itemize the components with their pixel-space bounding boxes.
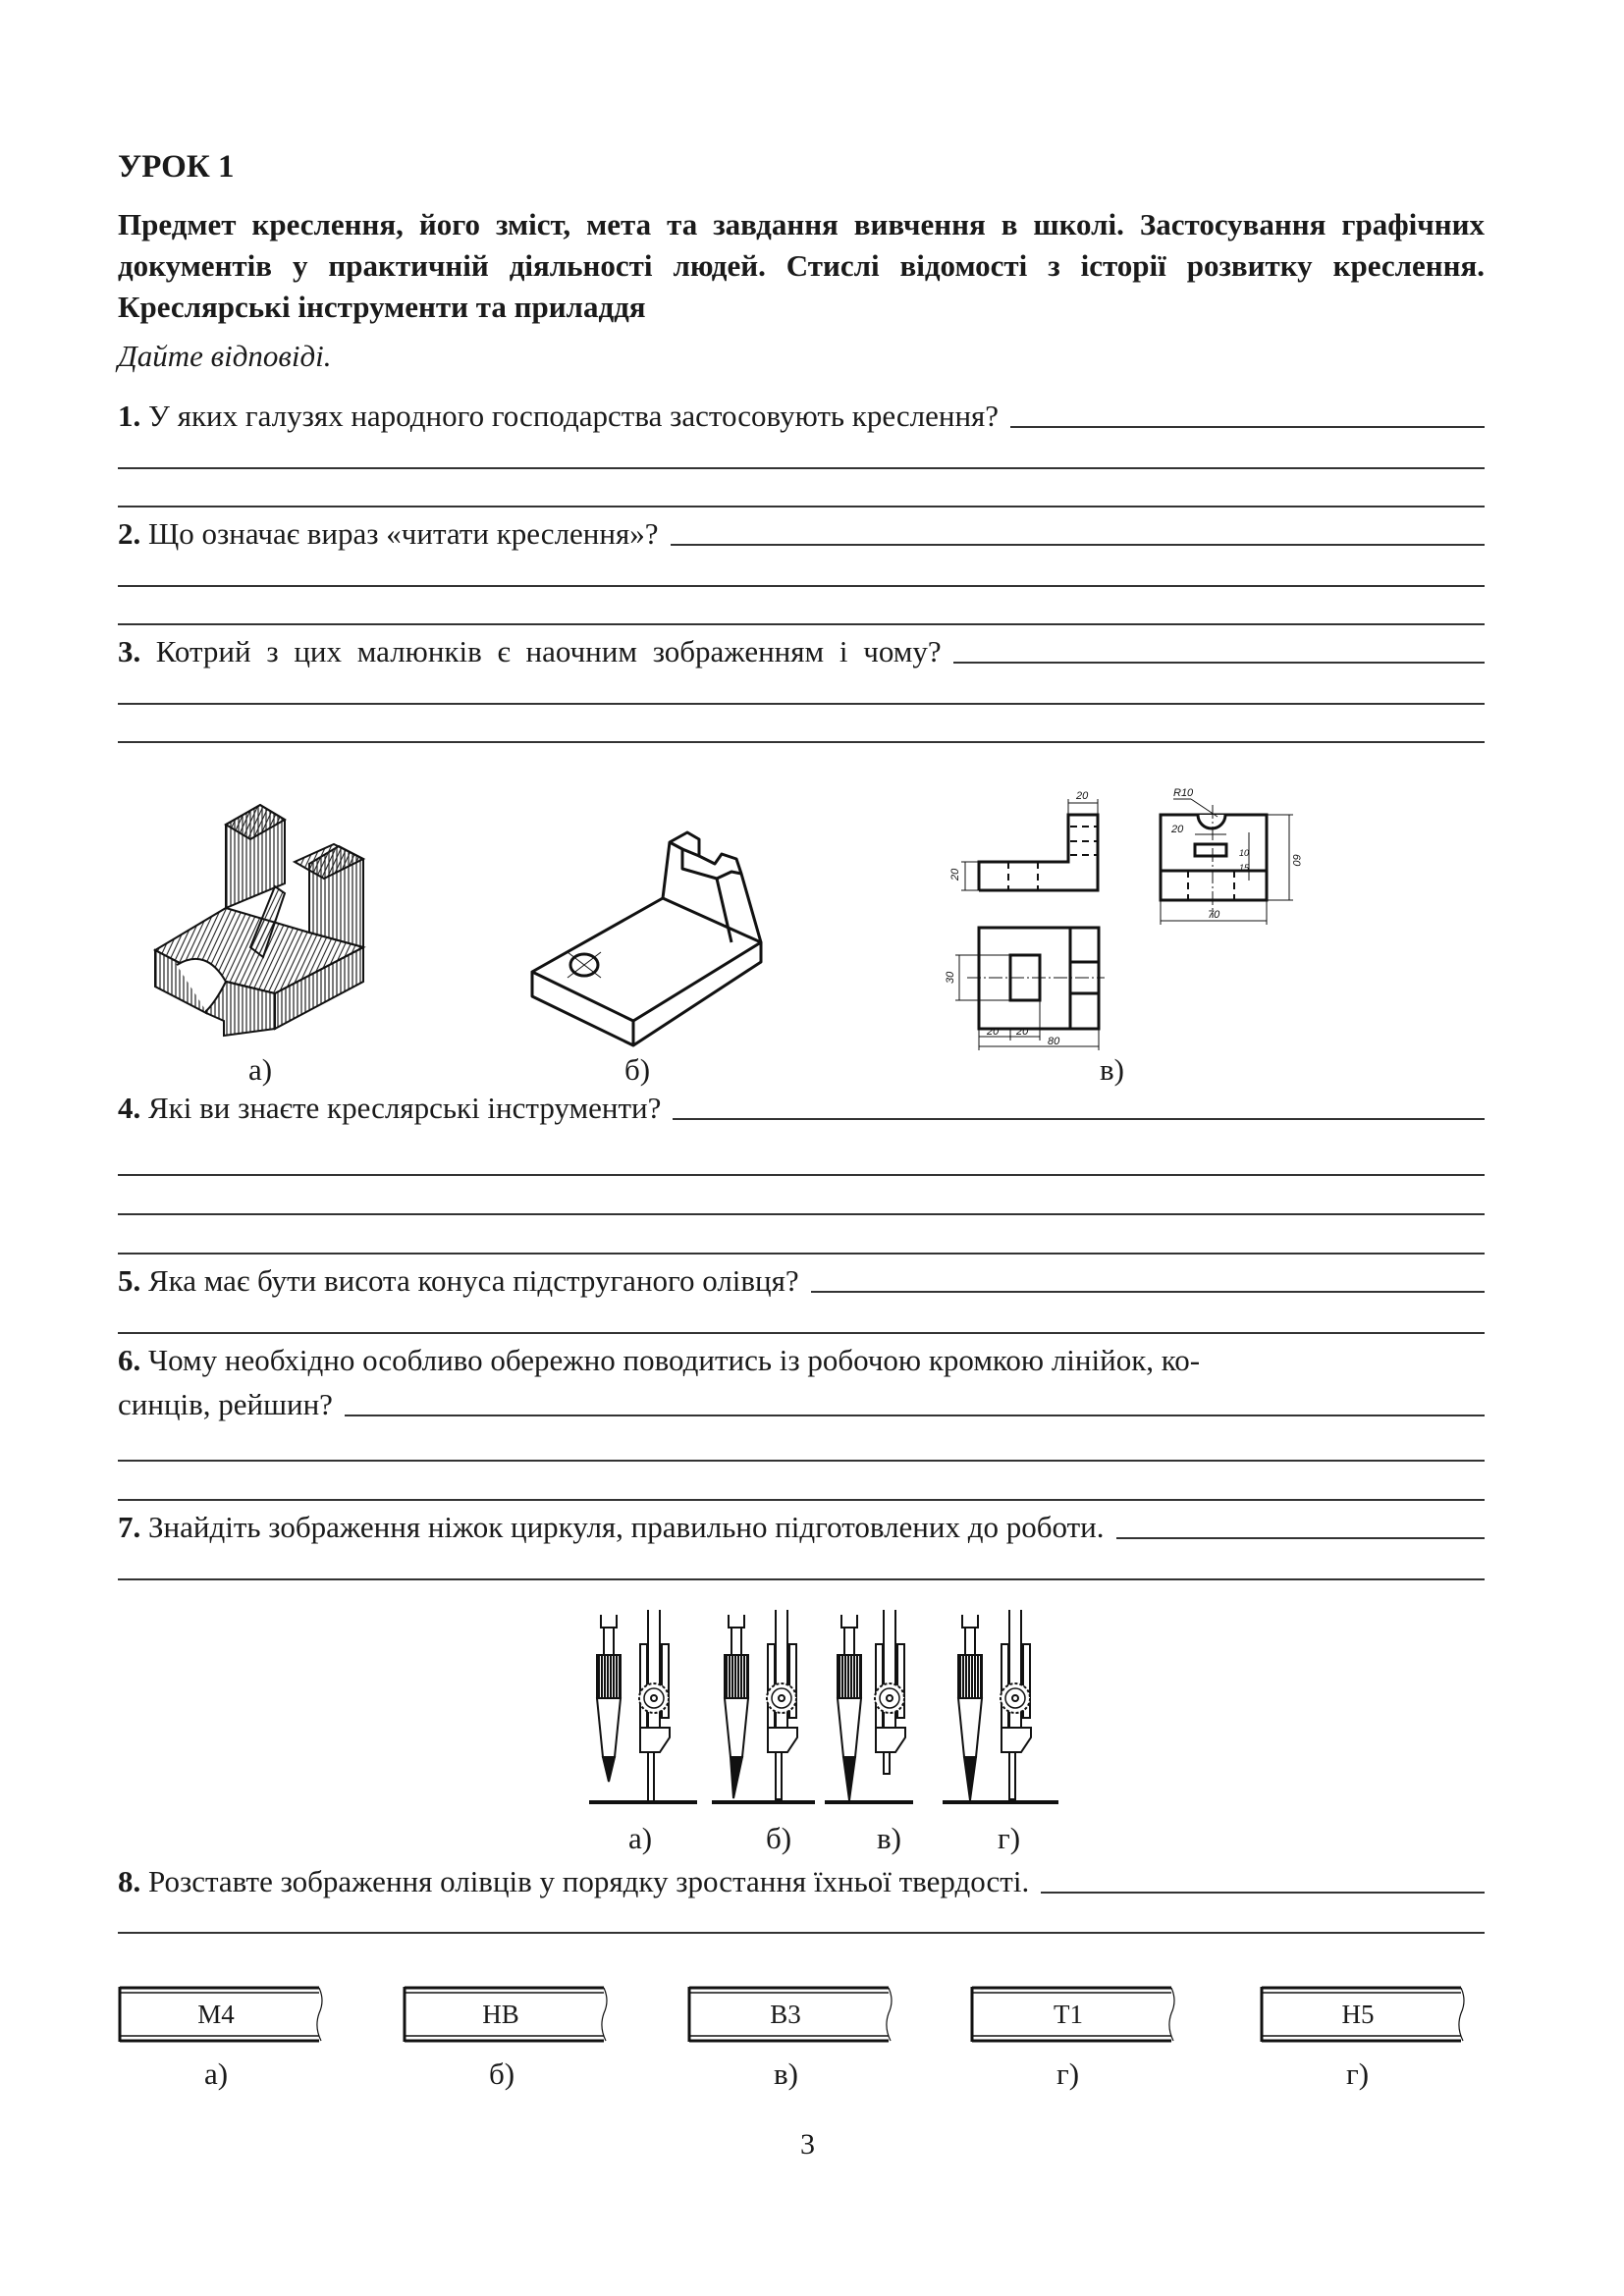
figure-label: б): [489, 2056, 515, 2091]
dim-plan-height: 30: [945, 971, 956, 984]
answer-line[interactable]: [345, 1415, 1485, 1416]
lesson-title: УРОК 1: [118, 149, 235, 185]
answer-line[interactable]: [1116, 1537, 1485, 1539]
figure-label: в): [1100, 1052, 1124, 1087]
dim-top-width: 20: [1076, 790, 1089, 802]
figure-label: б): [766, 1821, 792, 1855]
question-4: [118, 1085, 1485, 1126]
pencil-hardness-mark: Н5: [1341, 2000, 1375, 2029]
pencil-item: [970, 1986, 1176, 2043]
figure-label: в): [774, 2056, 798, 2091]
dim-hole-width: 20: [1171, 824, 1184, 835]
question-8: [118, 1858, 1485, 1899]
answer-line[interactable]: [118, 1499, 1485, 1501]
question-number: 1.: [118, 399, 141, 433]
figure-label: а): [204, 2056, 229, 2091]
dim-hole-h1: 10: [1239, 848, 1250, 858]
answer-line[interactable]: [118, 585, 1485, 587]
question-2: [118, 510, 1485, 552]
pencil-item: [687, 1986, 893, 2043]
question-text: Розставте зображення олівців у порядку зростання їхньої твердості.: [148, 1864, 1030, 1898]
figure-label: а): [628, 1821, 653, 1855]
question-3: [118, 628, 1485, 669]
question-text: Які ви знаєте креслярські інструменти?: [148, 1091, 662, 1125]
question-number: 8.: [118, 1864, 141, 1898]
question-text: Знайдіть зображення ніжок циркуля, правильно підготовлених до роботи.: [148, 1510, 1105, 1544]
page-number: 3: [800, 2128, 815, 2161]
lesson-topic: Предмет креслення, його зміст, мета та завдання вивчення в школі. Застосування графічних документів у практичній діяльності людей. Стислі відомості з історії розвитку креслення. Креслярські інструменти та приладдя: [118, 207, 1485, 324]
question-text: Що означає вираз «читати креслення»?: [148, 516, 659, 551]
figure-label: а): [248, 1052, 273, 1087]
question-5: [118, 1257, 1485, 1299]
answer-line[interactable]: [118, 1213, 1485, 1215]
question-text: Чому необхідно особливо обережно поводитись із робочою кромкою лінійок, ко-: [148, 1343, 1201, 1377]
answer-line[interactable]: [118, 623, 1485, 625]
answer-line[interactable]: [118, 467, 1485, 469]
dim-left-height: 20: [949, 868, 961, 881]
pencil-hardness-mark: Т1: [1054, 2000, 1083, 2029]
answer-line[interactable]: [1010, 426, 1485, 428]
dim-plan-total: 80: [1048, 1036, 1060, 1047]
figure-label: в): [877, 1821, 901, 1855]
figure-3c-orthographic-views: [938, 775, 1311, 1060]
dim-plan-w2: 20: [1016, 1026, 1029, 1038]
dim-radius: R10: [1173, 787, 1194, 799]
figure-3a-hatched-isometric: [147, 785, 403, 1050]
question-number: 5.: [118, 1263, 141, 1298]
question-text: Котрий з цих малюнків є наочним зображенням і чому?: [155, 634, 942, 668]
question-number: 4.: [118, 1091, 141, 1125]
answer-line[interactable]: [118, 1578, 1485, 1580]
question-number: 7.: [118, 1510, 141, 1544]
answer-line[interactable]: [118, 1253, 1485, 1255]
pencil-hardness-mark: М4: [197, 2000, 235, 2029]
pencil-hardness-mark: НВ: [482, 2000, 519, 2029]
figure-label: г): [1056, 2056, 1080, 2091]
answer-line[interactable]: [118, 703, 1485, 705]
answer-line[interactable]: [118, 1460, 1485, 1462]
compass-variant-a: [589, 1610, 697, 1802]
dim-plan-w1: 20: [987, 1026, 1000, 1038]
question-6-continuation: [118, 1381, 1485, 1422]
question-number: 3.: [118, 634, 141, 668]
answer-line[interactable]: [671, 544, 1486, 546]
question-7: [118, 1504, 1485, 1545]
answer-line[interactable]: [118, 506, 1485, 507]
instruction: Дайте відповіді.: [118, 339, 332, 373]
pencil-hardness-mark: В3: [770, 2000, 801, 2029]
question-number: 6.: [118, 1343, 141, 1377]
pencil-item: [403, 1986, 609, 2043]
pencil-item: [118, 1986, 324, 2043]
answer-line[interactable]: [1041, 1892, 1485, 1894]
question-6: [118, 1337, 1485, 1378]
question-1: [118, 393, 1485, 434]
question-text: синців, рейшин?: [118, 1387, 333, 1421]
question-text: Яка має бути висота конуса підструганого олівця?: [148, 1263, 799, 1298]
answer-line[interactable]: [118, 741, 1485, 743]
figure-label: г): [998, 1821, 1021, 1855]
dim-height: 60: [1290, 854, 1302, 867]
dim-width: 70: [1208, 909, 1220, 921]
answer-line[interactable]: [118, 1332, 1485, 1334]
compass-variant-b: [712, 1610, 815, 1802]
answer-line[interactable]: [811, 1291, 1485, 1293]
compass-variant-v: [825, 1610, 913, 1802]
answer-line[interactable]: [118, 1932, 1485, 1934]
figure-label: г): [1346, 2056, 1370, 2091]
compass-variant-g: [943, 1610, 1058, 1802]
question-number: 2.: [118, 516, 141, 551]
answer-line[interactable]: [118, 1174, 1485, 1176]
pencil-item: [1260, 1986, 1466, 2043]
question-text: У яких галузях народного господарства застосовують креслення?: [148, 399, 1000, 433]
figure-label: б): [624, 1052, 651, 1087]
answer-line[interactable]: [673, 1118, 1485, 1120]
dim-hole-h2: 15: [1239, 863, 1250, 873]
answer-line[interactable]: [953, 662, 1485, 664]
figure-7-compass-legs: [589, 1610, 1080, 1811]
figure-3b-isometric-outline: [520, 825, 785, 1050]
